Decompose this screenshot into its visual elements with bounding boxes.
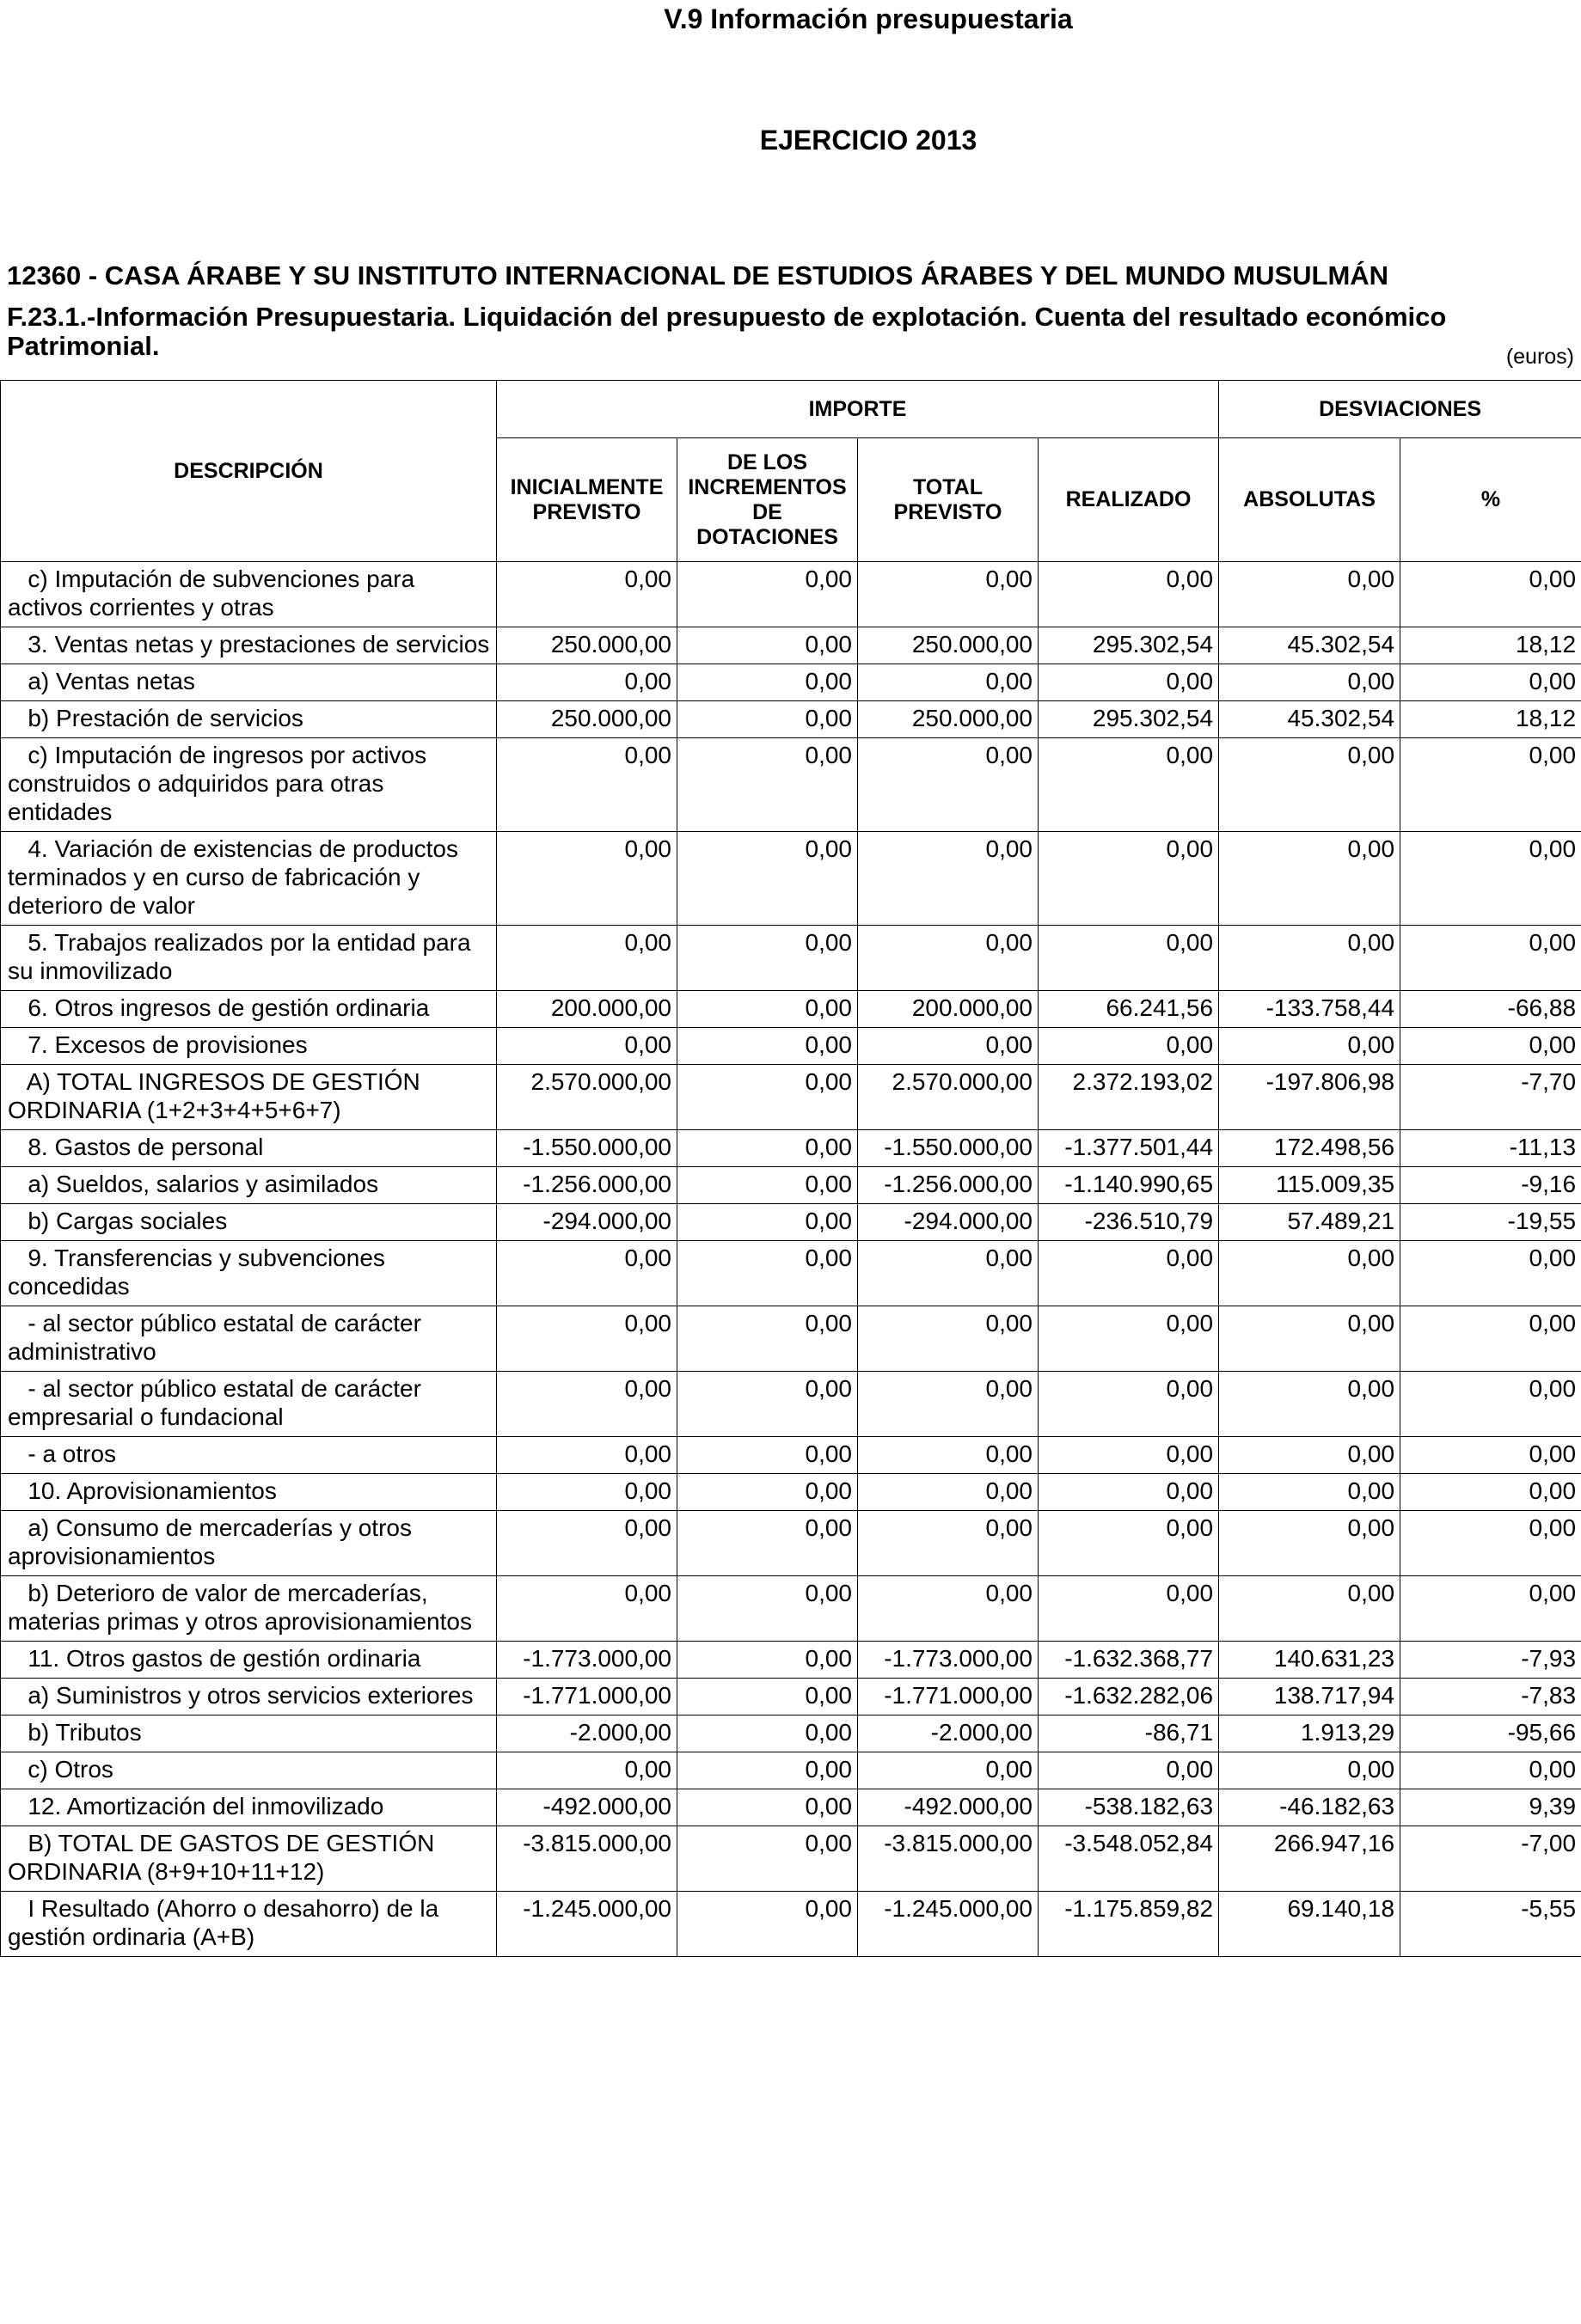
row-indent <box>8 1895 28 1922</box>
row-description <box>1 1474 497 1511</box>
cell-incrementos: 0,00 <box>677 1130 858 1167</box>
cell-realizado: -3.548.052,84 <box>1039 1826 1219 1892</box>
units-label: (euros) <box>1505 345 1574 369</box>
row-description-text: a) Ventas netas <box>28 668 195 694</box>
row-description-text: 5. Trabajos realizados por la entidad para su inmovilizado <box>8 929 471 984</box>
cell-inicialmente-previsto: 0,00 <box>497 1752 677 1789</box>
cell-total-previsto: -1.773.000,00 <box>858 1642 1039 1679</box>
cell-inicialmente-previsto: 0,00 <box>497 1437 677 1474</box>
row-description-text: c) Imputación de subvenciones para activos corrientes y otras <box>8 566 415 621</box>
row-description-text: b) Prestación de servicios <box>28 705 303 731</box>
cell-realizado: 0,00 <box>1039 1306 1219 1372</box>
cell-desviacion-absoluta: 69.140,18 <box>1219 1892 1400 1957</box>
cell-total-previsto: -492.000,00 <box>858 1789 1039 1826</box>
cell-desviacion-porcentaje: -7,70 <box>1400 1065 1581 1130</box>
row-description-text: a) Sueldos, salarios y asimilados <box>28 1171 379 1197</box>
row-description-text: c) Imputación de ingresos por activos construidos o adquiridos para otras entidades <box>8 742 427 825</box>
row-description-text: 4. Variación de existencias de productos terminados y en curso de fabricación y deterioro de valor <box>8 835 459 919</box>
header-inicialmente-previsto <box>497 438 677 562</box>
cell-realizado: 295.302,54 <box>1039 701 1219 738</box>
cell-total-previsto: 250.000,00 <box>858 701 1039 738</box>
cell-desviacion-absoluta: 45.302,54 <box>1219 701 1400 738</box>
row-indent <box>8 994 28 1021</box>
cell-desviacion-porcentaje: -5,55 <box>1400 1892 1581 1957</box>
cell-desviacion-porcentaje: 0,00 <box>1400 1576 1581 1642</box>
cell-desviacion-absoluta: 0,00 <box>1219 1511 1400 1576</box>
cell-inicialmente-previsto: 250.000,00 <box>497 701 677 738</box>
cell-total-previsto: -2.000,00 <box>858 1715 1039 1752</box>
table-row <box>1 1241 1581 1306</box>
row-description-text: 9. Transferencias y subvenciones concedidas <box>8 1245 385 1300</box>
row-indent <box>8 1375 28 1402</box>
cell-incrementos: 0,00 <box>677 1065 858 1130</box>
cell-inicialmente-previsto: 0,00 <box>497 738 677 832</box>
cell-realizado: 0,00 <box>1039 1372 1219 1437</box>
row-indent <box>8 705 28 731</box>
cell-desviacion-absoluta: -46.182,63 <box>1219 1789 1400 1826</box>
header-absolutas: ABSOLUTAS <box>1219 438 1400 562</box>
cell-inicialmente-previsto: -1.245.000,00 <box>497 1892 677 1957</box>
cell-total-previsto: 0,00 <box>858 1241 1039 1306</box>
row-indent <box>8 1068 27 1095</box>
row-description <box>1 1511 497 1576</box>
cell-desviacion-absoluta: 0,00 <box>1219 738 1400 832</box>
cell-desviacion-porcentaje: -11,13 <box>1400 1130 1581 1167</box>
cell-inicialmente-previsto: 250.000,00 <box>497 627 677 664</box>
cell-inicialmente-previsto: 2.570.000,00 <box>497 1065 677 1130</box>
row-description <box>1 738 497 832</box>
cell-inicialmente-previsto: 0,00 <box>497 1241 677 1306</box>
cell-incrementos: 0,00 <box>677 1511 858 1576</box>
table-row <box>1 627 1581 664</box>
table-row <box>1 738 1581 832</box>
cell-total-previsto: 0,00 <box>858 664 1039 701</box>
table-row <box>1 1826 1581 1892</box>
cell-desviacion-absoluta: 0,00 <box>1219 562 1400 627</box>
cell-realizado: 295.302,54 <box>1039 627 1219 664</box>
row-description <box>1 1372 497 1437</box>
row-description-text: B) TOTAL DE GASTOS DE GESTIÓN ORDINARIA (8+9+10+11+12) <box>8 1830 435 1885</box>
row-description-text: 12. Amortización del inmovilizado <box>28 1793 384 1819</box>
cell-inicialmente-previsto: 0,00 <box>497 664 677 701</box>
cell-desviacion-porcentaje: 0,00 <box>1400 1241 1581 1306</box>
table-row <box>1 1306 1581 1372</box>
header-line: TOTAL <box>912 474 983 499</box>
cell-realizado: -86,71 <box>1039 1715 1219 1752</box>
row-indent <box>8 1310 28 1336</box>
cell-realizado: 0,00 <box>1039 1511 1219 1576</box>
row-indent <box>8 1208 28 1234</box>
cell-inicialmente-previsto: 0,00 <box>497 1576 677 1642</box>
cell-incrementos: 0,00 <box>677 664 858 701</box>
row-description <box>1 562 497 627</box>
cell-realizado: 0,00 <box>1039 562 1219 627</box>
row-description <box>1 1642 497 1679</box>
row-indent <box>8 1682 28 1709</box>
row-indent <box>8 1134 28 1160</box>
row-indent <box>8 1756 28 1783</box>
cell-realizado: -1.377.501,44 <box>1039 1130 1219 1167</box>
cell-incrementos: 0,00 <box>677 1752 858 1789</box>
table-row <box>1 1065 1581 1130</box>
cell-inicialmente-previsto: 0,00 <box>497 1028 677 1065</box>
cell-incrementos: 0,00 <box>677 738 858 832</box>
budget-table <box>0 380 1581 1957</box>
cell-realizado: 0,00 <box>1039 926 1219 991</box>
cell-total-previsto: -1.771.000,00 <box>858 1679 1039 1715</box>
row-description <box>1 1204 497 1241</box>
row-indent <box>8 1031 28 1058</box>
cell-total-previsto: 0,00 <box>858 832 1039 926</box>
form-title: F.23.1.-Información Presupuestaria. Liquidación del presupuesto de explotación. Cuenta del resultado económico Patrimonial. <box>7 302 1447 361</box>
row-description <box>1 1306 497 1372</box>
cell-inicialmente-previsto: -294.000,00 <box>497 1204 677 1241</box>
cell-realizado: 0,00 <box>1039 1241 1219 1306</box>
exercise-title: EJERCICIO 2013 <box>759 125 977 156</box>
cell-incrementos: 0,00 <box>677 1715 858 1752</box>
header-line: INICIALMENTE <box>510 474 664 499</box>
row-indent <box>8 835 28 862</box>
header-porcentaje: % <box>1400 438 1581 562</box>
cell-total-previsto: 0,00 <box>858 1752 1039 1789</box>
table-row <box>1 1642 1581 1679</box>
cell-desviacion-porcentaje: 0,00 <box>1400 664 1581 701</box>
row-indent <box>8 1645 28 1672</box>
cell-desviacion-porcentaje: 0,00 <box>1400 738 1581 832</box>
cell-desviacion-absoluta: 115.009,35 <box>1219 1167 1400 1204</box>
cell-desviacion-absoluta: 0,00 <box>1219 1372 1400 1437</box>
cell-incrementos: 0,00 <box>677 1167 858 1204</box>
cell-realizado: -236.510,79 <box>1039 1204 1219 1241</box>
cell-desviacion-absoluta: 0,00 <box>1219 1437 1400 1474</box>
cell-realizado: -538.182,63 <box>1039 1789 1219 1826</box>
row-description <box>1 1065 497 1130</box>
cell-incrementos: 0,00 <box>677 1892 858 1957</box>
cell-total-previsto: 0,00 <box>858 1028 1039 1065</box>
cell-total-previsto: 250.000,00 <box>858 627 1039 664</box>
cell-desviacion-absoluta: -197.806,98 <box>1219 1065 1400 1130</box>
row-description-text: 7. Excesos de provisiones <box>28 1031 308 1058</box>
cell-desviacion-porcentaje: -95,66 <box>1400 1715 1581 1752</box>
cell-total-previsto: 2.570.000,00 <box>858 1065 1039 1130</box>
row-description <box>1 1167 497 1204</box>
row-indent <box>8 566 28 592</box>
table-row <box>1 664 1581 701</box>
row-description-text: a) Consumo de mercaderías y otros aprovisionamientos <box>8 1514 412 1569</box>
cell-total-previsto: 0,00 <box>858 1306 1039 1372</box>
cell-realizado: -1.632.282,06 <box>1039 1679 1219 1715</box>
cell-realizado: 0,00 <box>1039 664 1219 701</box>
cell-desviacion-absoluta: 138.717,94 <box>1219 1679 1400 1715</box>
row-indent <box>8 1514 28 1541</box>
cell-incrementos: 0,00 <box>677 1437 858 1474</box>
row-description-text: - al sector público estatal de carácter empresarial o fundacional <box>8 1375 421 1430</box>
cell-inicialmente-previsto: 0,00 <box>497 832 677 926</box>
cell-desviacion-absoluta: 0,00 <box>1219 926 1400 991</box>
row-description-text: b) Tributos <box>28 1719 142 1746</box>
cell-realizado: 66.241,56 <box>1039 991 1219 1028</box>
cell-realizado: 0,00 <box>1039 832 1219 926</box>
cell-desviacion-absoluta: 140.631,23 <box>1219 1642 1400 1679</box>
cell-incrementos: 0,00 <box>677 701 858 738</box>
row-description-text: c) Otros <box>28 1756 113 1783</box>
row-description <box>1 701 497 738</box>
table-row <box>1 701 1581 738</box>
table-row <box>1 562 1581 627</box>
cell-desviacion-porcentaje: 0,00 <box>1400 1752 1581 1789</box>
cell-incrementos: 0,00 <box>677 627 858 664</box>
row-description-text: - al sector público estatal de carácter administrativo <box>8 1310 421 1365</box>
cell-total-previsto: -3.815.000,00 <box>858 1826 1039 1892</box>
cell-desviacion-porcentaje: 18,12 <box>1400 627 1581 664</box>
header-total-previsto <box>858 438 1039 562</box>
row-description-text: 11. Otros gastos de gestión ordinaria <box>28 1645 421 1672</box>
row-indent <box>8 1793 28 1819</box>
cell-total-previsto: 0,00 <box>858 738 1039 832</box>
entity-title: 12360 - CASA ÁRABE Y SU INSTITUTO INTERNACIONAL DE ESTUDIOS ÁRABES Y DEL MUNDO MUSULMÁN <box>7 260 1389 290</box>
row-indent <box>8 631 28 657</box>
cell-incrementos: 0,00 <box>677 1679 858 1715</box>
header-incrementos-dotaciones <box>677 438 858 562</box>
cell-desviacion-absoluta: 0,00 <box>1219 664 1400 701</box>
cell-desviacion-absoluta: 1.913,29 <box>1219 1715 1400 1752</box>
table-row <box>1 1028 1581 1065</box>
header-line: DOTACIONES <box>696 524 838 549</box>
row-description-text: b) Deterioro de valor de mercaderías, materias primas y otros aprovisionamientos <box>8 1580 472 1635</box>
row-indent <box>8 1830 28 1856</box>
row-description <box>1 664 497 701</box>
cell-realizado: -1.632.368,77 <box>1039 1642 1219 1679</box>
cell-realizado: -1.175.859,82 <box>1039 1892 1219 1957</box>
cell-desviacion-porcentaje: 0,00 <box>1400 926 1581 991</box>
cell-total-previsto: -1.256.000,00 <box>858 1167 1039 1204</box>
cell-total-previsto: -1.550.000,00 <box>858 1130 1039 1167</box>
row-description <box>1 832 497 926</box>
cell-realizado: 0,00 <box>1039 1576 1219 1642</box>
cell-incrementos: 0,00 <box>677 1306 858 1372</box>
row-description <box>1 1715 497 1752</box>
row-description <box>1 1130 497 1167</box>
header-line: PREVISTO <box>893 499 1002 524</box>
table-row <box>1 1789 1581 1826</box>
cell-total-previsto: 0,00 <box>858 1437 1039 1474</box>
cell-total-previsto: -1.245.000,00 <box>858 1892 1039 1957</box>
cell-total-previsto: 0,00 <box>858 1474 1039 1511</box>
table-row <box>1 1576 1581 1642</box>
cell-incrementos: 0,00 <box>677 1576 858 1642</box>
row-indent <box>8 668 28 694</box>
row-description <box>1 627 497 664</box>
cell-inicialmente-previsto: -3.815.000,00 <box>497 1826 677 1892</box>
header-line: PREVISTO <box>532 499 641 524</box>
header-line: DE <box>752 499 782 524</box>
header-line: INCREMENTOS <box>688 474 847 499</box>
cell-total-previsto: 0,00 <box>858 926 1039 991</box>
cell-desviacion-absoluta: 0,00 <box>1219 1306 1400 1372</box>
cell-desviacion-absoluta: 0,00 <box>1219 1752 1400 1789</box>
cell-desviacion-porcentaje: -66,88 <box>1400 991 1581 1028</box>
section-title: V.9 Información presupuestaria <box>664 3 1073 34</box>
cell-incrementos: 0,00 <box>677 1028 858 1065</box>
header-desviaciones: DESVIACIONES <box>1219 381 1581 438</box>
cell-total-previsto: 0,00 <box>858 1576 1039 1642</box>
table-row <box>1 1679 1581 1715</box>
cell-realizado: 0,00 <box>1039 1028 1219 1065</box>
header-realizado: REALIZADO <box>1039 438 1219 562</box>
cell-desviacion-porcentaje: -9,16 <box>1400 1167 1581 1204</box>
row-description <box>1 1789 497 1826</box>
cell-inicialmente-previsto: 0,00 <box>497 1306 677 1372</box>
cell-inicialmente-previsto: -2.000,00 <box>497 1715 677 1752</box>
row-description-text: a) Suministros y otros servicios exteriores <box>28 1682 474 1709</box>
row-description <box>1 1752 497 1789</box>
cell-total-previsto: 0,00 <box>858 1511 1039 1576</box>
header-line: DE LOS <box>726 450 808 474</box>
table-row <box>1 1892 1581 1957</box>
table-row <box>1 1372 1581 1437</box>
row-indent <box>8 1440 28 1467</box>
cell-desviacion-porcentaje: 0,00 <box>1400 562 1581 627</box>
cell-inicialmente-previsto: 0,00 <box>497 1511 677 1576</box>
row-description-text: 8. Gastos de personal <box>28 1134 264 1160</box>
cell-inicialmente-previsto: 200.000,00 <box>497 991 677 1028</box>
row-description <box>1 1576 497 1642</box>
cell-total-previsto: 0,00 <box>858 1372 1039 1437</box>
cell-desviacion-porcentaje: -7,00 <box>1400 1826 1581 1892</box>
row-description-text: 10. Aprovisionamientos <box>28 1477 277 1504</box>
cell-desviacion-absoluta: 0,00 <box>1219 1241 1400 1306</box>
cell-incrementos: 0,00 <box>677 991 858 1028</box>
row-indent <box>8 1477 28 1504</box>
header-descripcion: DESCRIPCIÓN <box>1 381 497 562</box>
table-row <box>1 926 1581 991</box>
cell-incrementos: 0,00 <box>677 1789 858 1826</box>
cell-inicialmente-previsto: -492.000,00 <box>497 1789 677 1826</box>
cell-desviacion-porcentaje: 0,00 <box>1400 1437 1581 1474</box>
cell-desviacion-porcentaje: 9,39 <box>1400 1789 1581 1826</box>
cell-incrementos: 0,00 <box>677 1241 858 1306</box>
row-description-text: 6. Otros ingresos de gestión ordinaria <box>28 994 430 1021</box>
cell-desviacion-porcentaje: -19,55 <box>1400 1204 1581 1241</box>
row-description-text: A) TOTAL INGRESOS DE GESTIÓN ORDINARIA (1+2+3+4+5+6+7) <box>8 1068 420 1123</box>
cell-inicialmente-previsto: -1.773.000,00 <box>497 1642 677 1679</box>
table-row <box>1 1130 1581 1167</box>
cell-desviacion-porcentaje: 0,00 <box>1400 832 1581 926</box>
row-indent <box>8 1171 28 1197</box>
cell-desviacion-absoluta: 0,00 <box>1219 832 1400 926</box>
header-importe: IMPORTE <box>497 381 1219 438</box>
cell-total-previsto: 200.000,00 <box>858 991 1039 1028</box>
cell-incrementos: 0,00 <box>677 926 858 991</box>
table-row <box>1 1437 1581 1474</box>
row-indent <box>8 1245 28 1271</box>
row-description <box>1 991 497 1028</box>
cell-inicialmente-previsto: 0,00 <box>497 562 677 627</box>
cell-desviacion-porcentaje: 0,00 <box>1400 1028 1581 1065</box>
cell-desviacion-porcentaje: -7,93 <box>1400 1642 1581 1679</box>
table-row <box>1 1715 1581 1752</box>
cell-realizado: 0,00 <box>1039 738 1219 832</box>
cell-incrementos: 0,00 <box>677 1642 858 1679</box>
row-description <box>1 1241 497 1306</box>
cell-inicialmente-previsto: -1.771.000,00 <box>497 1679 677 1715</box>
cell-inicialmente-previsto: -1.256.000,00 <box>497 1167 677 1204</box>
cell-desviacion-porcentaje: 0,00 <box>1400 1306 1581 1372</box>
row-description <box>1 1892 497 1957</box>
row-indent <box>8 1580 28 1606</box>
cell-total-previsto: -294.000,00 <box>858 1204 1039 1241</box>
cell-total-previsto: 0,00 <box>858 562 1039 627</box>
table-row <box>1 1752 1581 1789</box>
cell-desviacion-absoluta: -133.758,44 <box>1219 991 1400 1028</box>
cell-incrementos: 0,00 <box>677 562 858 627</box>
cell-desviacion-porcentaje: 0,00 <box>1400 1372 1581 1437</box>
cell-realizado: 2.372.193,02 <box>1039 1065 1219 1130</box>
cell-realizado: -1.140.990,65 <box>1039 1167 1219 1204</box>
cell-incrementos: 0,00 <box>677 1204 858 1241</box>
cell-incrementos: 0,00 <box>677 1826 858 1892</box>
cell-inicialmente-previsto: 0,00 <box>497 1372 677 1437</box>
table-row <box>1 1167 1581 1204</box>
row-indent <box>8 742 28 768</box>
table-row <box>1 1474 1581 1511</box>
cell-desviacion-absoluta: 45.302,54 <box>1219 627 1400 664</box>
row-description-text: - a otros <box>28 1440 117 1467</box>
cell-desviacion-porcentaje: 18,12 <box>1400 701 1581 738</box>
table-row <box>1 1204 1581 1241</box>
row-description-text: 3. Ventas netas y prestaciones de servicios <box>28 631 490 657</box>
row-description-text: b) Cargas sociales <box>28 1208 228 1234</box>
row-description <box>1 1028 497 1065</box>
cell-incrementos: 0,00 <box>677 1372 858 1437</box>
cell-desviacion-absoluta: 172.498,56 <box>1219 1130 1400 1167</box>
cell-desviacion-absoluta: 0,00 <box>1219 1576 1400 1642</box>
cell-realizado: 0,00 <box>1039 1474 1219 1511</box>
row-description-text: I Resultado (Ahorro o desahorro) de la gestión ordinaria (A+B) <box>8 1895 439 1950</box>
row-indent <box>8 929 28 956</box>
cell-realizado: 0,00 <box>1039 1437 1219 1474</box>
cell-incrementos: 0,00 <box>677 832 858 926</box>
table-row <box>1 991 1581 1028</box>
table-row <box>1 832 1581 926</box>
row-description <box>1 926 497 991</box>
cell-desviacion-absoluta: 266.947,16 <box>1219 1826 1400 1892</box>
cell-incrementos: 0,00 <box>677 1474 858 1511</box>
cell-inicialmente-previsto: -1.550.000,00 <box>497 1130 677 1167</box>
cell-inicialmente-previsto: 0,00 <box>497 926 677 991</box>
cell-realizado: 0,00 <box>1039 1752 1219 1789</box>
cell-desviacion-absoluta: 57.489,21 <box>1219 1204 1400 1241</box>
row-description <box>1 1437 497 1474</box>
row-description <box>1 1826 497 1892</box>
cell-desviacion-porcentaje: 0,00 <box>1400 1511 1581 1576</box>
cell-desviacion-porcentaje: -7,83 <box>1400 1679 1581 1715</box>
cell-desviacion-porcentaje: 0,00 <box>1400 1474 1581 1511</box>
row-description <box>1 1679 497 1715</box>
cell-inicialmente-previsto: 0,00 <box>497 1474 677 1511</box>
row-indent <box>8 1719 28 1746</box>
cell-desviacion-absoluta: 0,00 <box>1219 1028 1400 1065</box>
cell-desviacion-absoluta: 0,00 <box>1219 1474 1400 1511</box>
table-row <box>1 1511 1581 1576</box>
